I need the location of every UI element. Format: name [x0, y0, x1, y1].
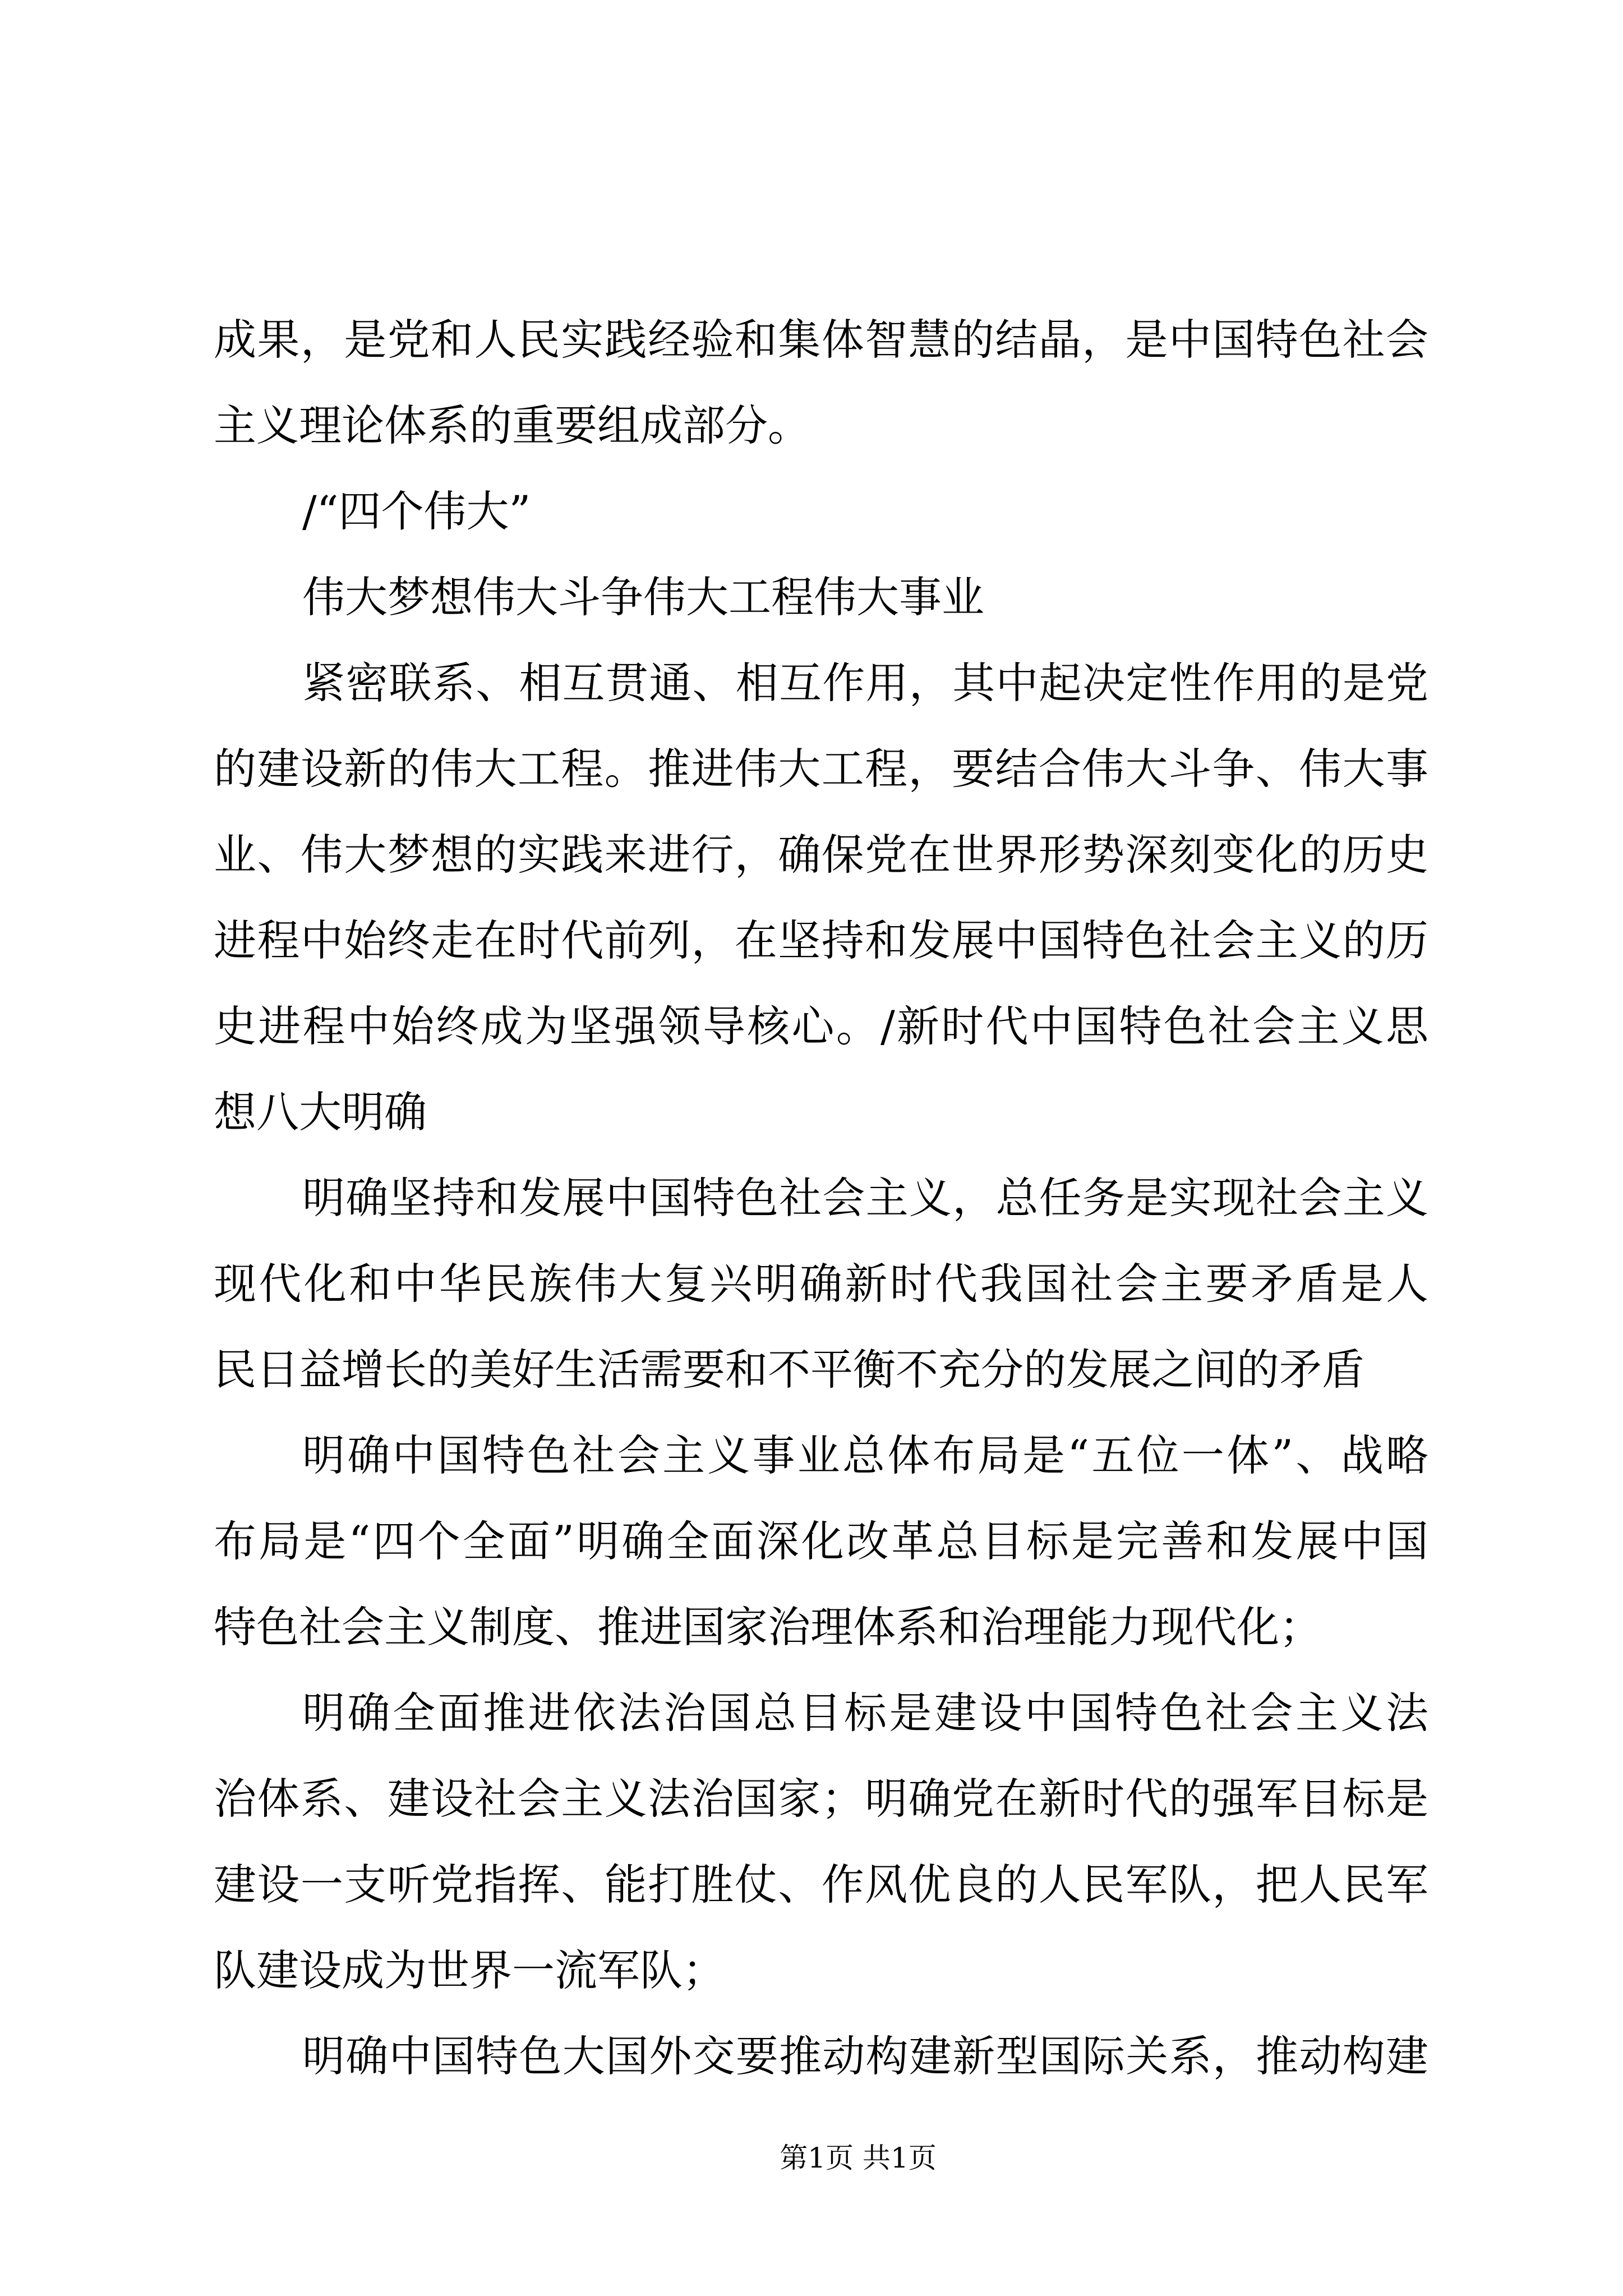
text-line: 成果，是党和人民实践经验和集体智慧的结晶，是中国特色社会: [214, 315, 1428, 365]
text-line: 进程中始终走在时代前列，在坚持和发展中国特色社会主义的历: [214, 915, 1428, 965]
paragraph: [214, 1155, 1428, 1412]
page-footer: 第1页 共1页: [780, 2142, 937, 2174]
text-line: 业、伟大梦想的实践来进行，确保党在世界形势深刻变化的历史: [214, 830, 1428, 880]
text-line: 明确中国特色大国外交要推动构建新型国际关系，推动构建: [302, 2031, 1428, 2081]
paragraph: [214, 1412, 1428, 1670]
paragraph: [214, 554, 1428, 640]
document-body: [214, 297, 1428, 2099]
text-line: 伟大梦想伟大斗争伟大工程伟大事业: [302, 572, 984, 622]
text-line: 治体系、建设社会主义法治国家；明确党在新时代的强军目标是: [214, 1774, 1428, 1824]
paragraph: [214, 1670, 1428, 2013]
text-line: 的建设新的伟大工程。推进伟大工程，要结合伟大斗争、伟大事: [214, 744, 1428, 794]
text-line: 布局是“四个全面”明确全面深化改革总目标是完善和发展中国: [214, 1516, 1428, 1566]
text-line: 明确坚持和发展中国特色社会主义，总任务是实现社会主义: [302, 1173, 1428, 1223]
text-line: 紧密联系、相互贯通、相互作用，其中起决定性作用的是党: [302, 658, 1428, 708]
text-line: /“四个伟大”: [302, 486, 531, 536]
text-line: 特色社会主义制度、推进国家治理体系和治理能力现代化；: [214, 1602, 1322, 1652]
text-line: 明确全面推进依法治国总目标是建设中国特色社会主义法: [302, 1688, 1428, 1738]
text-line: 现代化和中华民族伟大复兴明确新时代我国社会主要矛盾是人: [214, 1259, 1428, 1309]
text-line: 民日益增长的美好生活需要和不平衡不充分的发展之间的矛盾: [214, 1345, 1364, 1395]
text-line: 史进程中始终成为坚强领导核心。/新时代中国特色社会主义思: [214, 1001, 1428, 1051]
text-line: 队建设成为世界一流军队；: [214, 1945, 725, 1995]
paragraph: [214, 468, 1428, 554]
text-line: 明确中国特色社会主义事业总体布局是“五位一体”、战略: [302, 1430, 1428, 1480]
text-line: 想八大明确: [214, 1087, 427, 1137]
text-line: 建设一支听党指挥、能打胜仗、作风优良的人民军队，把人民军: [214, 1860, 1428, 1910]
paragraph: [214, 640, 1428, 1155]
paragraph: [214, 2013, 1428, 2099]
text-line: 主义理论体系的重要组成部分。: [214, 401, 810, 450]
paragraph: [214, 297, 1428, 468]
